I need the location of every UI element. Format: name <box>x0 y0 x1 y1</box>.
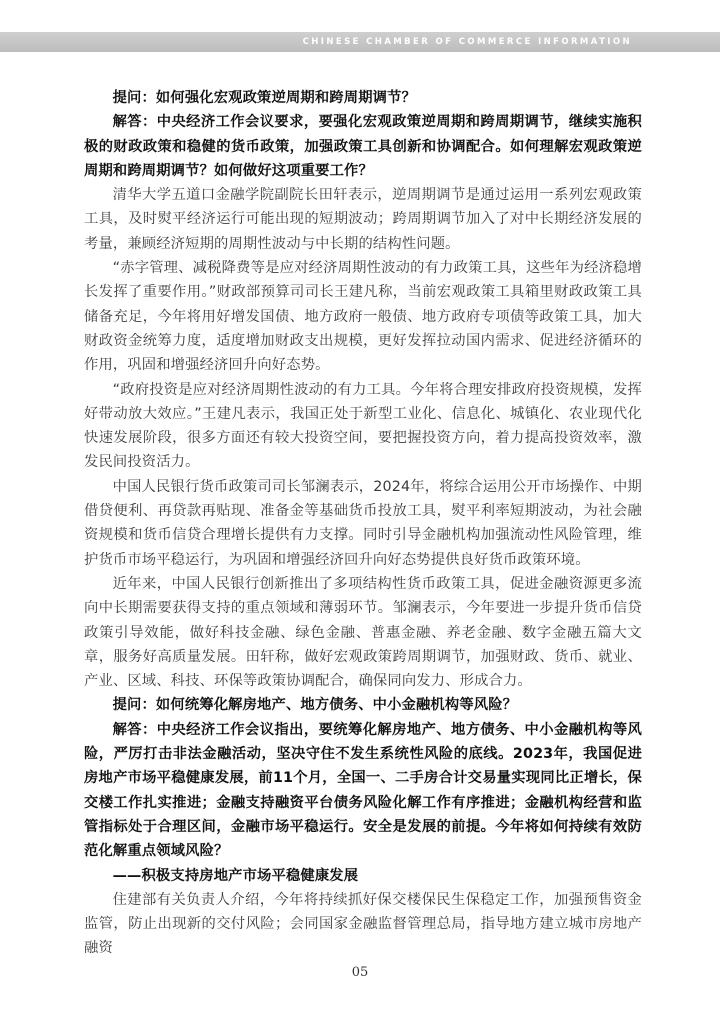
body-paragraph: “赤字管理、减税降费等是应对经济周期性波动的有力政策工具，这些年为经济稳增长发挥了重要作用。”财政部预算司司长王建凡称，当前宏观政策工具箱里财政政策工具储备充足，今年将用好增发国债、地方政府一般债、地方政府专项债等政策工具，加大财政资金统筹力度，适度增加财政支出规模，更好发挥拉动国内需求、促进经济循环的作用，巩固和增强经济回升向好态势。 <box>84 260 642 374</box>
body-paragraph: “政府投资是应对经济周期性波动的有力工具。今年将合理安排政府投资规模，发挥好带动放大效应。”王建凡表示，我国正处于新型工业化、信息化、城镇化、农业现代化快速发展阶段，很多方面还有较大投资空间，要把握投资方向，着力提高投资效率，激发民间投资活力。 <box>84 381 642 471</box>
body-paragraph: 中国人民银行货币政策司司长邹澜表示，2024年，将综合运用公开市场操作、中期借贷便利、再贷款再贴现、准备金等基础货币投放工具，熨平利率短期波动，为社会融资规模和货币信贷合理增长提供有力支撑。同时引导金融机构加强流动性风险管理，维护货币市场平稳运行，为巩固和增强经济回升向好态势提供良好货币政策环境。 <box>84 478 642 568</box>
body-paragraph: 住建部有关负责人介绍，今年将持续抓好保交楼保民生保稳定工作，加强预售资金监管，防止出现新的交付风险；会同国家金融监督管理总局，指导地方建立城市房地产融资 <box>84 891 642 957</box>
body-paragraph: 清华大学五道口金融学院副院长田轩表示，逆周期调节是通过运用一系列宏观政策工具，及时熨平经济运行可能出现的短期波动；跨周期调节加入了对中长期经济发展的考量，兼顾经济短期的周期性波动与中长期的结构性问题。 <box>84 187 642 252</box>
article-body <box>84 86 642 961</box>
answer-paragraph: 解答：中央经济工作会议要求，要强化宏观政策逆周期和跨周期调节，继续实施积极的财政政策和稳健的货币政策，加强政策工具创新和协调配合。如何理解宏观政策逆周期和跨周期调节？如何做好这项重要工作？ <box>84 114 642 179</box>
question-paragraph: 提问：如何统筹化解房地产、地方债务、中小金融机构等风险？ <box>112 697 518 714</box>
subheading: ——积极支持房地产市场平稳健康发展 <box>112 867 359 884</box>
body-paragraph: 近年来，中国人民银行创新推出了多项结构性货币政策工具，促进金融资源更多流向中长期需要获得支持的重点领域和薄弱环节。邹澜表示，今年要进一步提升货币信贷政策引导效能，做好科技金融、绿色金融、普惠金融、养老金融、数字金融五篇大文章，服务好高质量发展。田轩称，做好宏观政策跨周期调节，加强财政、货币、就业、产业、区域、科技、环保等政策协调配合，确保同向发力、形成合力。 <box>84 575 642 690</box>
page-number: 05 <box>351 965 369 980</box>
running-header: CHINESE CHAMBER OF COMMERCE INFORMATION <box>302 37 632 47</box>
answer-paragraph: 解答：中央经济工作会议指出，要统筹化解房地产、地方债务、中小金融机构等风险，严厉打击非法金融活动，坚决守住不发生系统性风险的底线。2023年，我国促进房地产市场平稳健康发展，前11个月，全国一、二手房合计交易量实现同比正增长，保交楼工作扎实推进；金融支持融资平台债务风险化解工作有序推进；金融机构经营和监管指标处于合理区间，金融市场平稳运行。安全是发展的前提。今年将如何持续有效防范化解重点领域风险？ <box>84 721 642 860</box>
question-paragraph: 提问：如何强化宏观政策逆周期和跨周期调节？ <box>112 90 416 106</box>
